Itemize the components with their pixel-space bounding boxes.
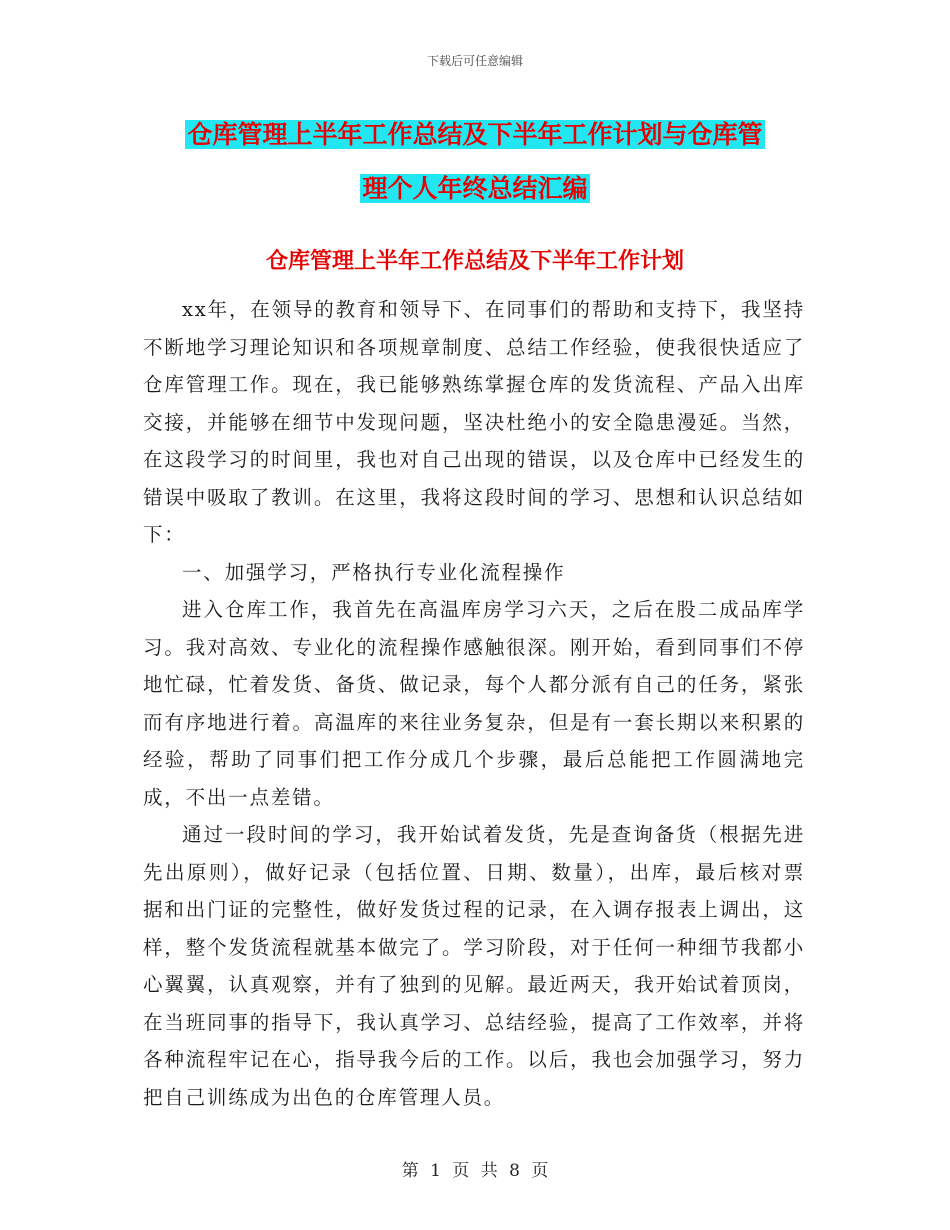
section-title: 仓库管理上半年工作总结及下半年工作计划	[265, 248, 684, 274]
document-title-line-2: 理个人年终总结汇编	[362, 174, 588, 203]
document-title	[0, 108, 950, 216]
paragraph-shipping: 通过一段时间的学习，我开始试着发货，先是查询备货（根据先进先出原则），做好记录（包括位置、日期、数量），出库，最后核对票据和出门证的完整性，做好发货过程的记录，在入调存报表上调出，这样，整个发货流程就基本做完了。学习阶段，对于任何一种细节我都小心翼翼，认真观察，并有了独到的见解。最近两天，我开始试着顶岗，在当班同事的指导下，我认真学习、总结经验，提高了工作效率，并将各种流程牢记在心，指导我今后的工作。以后，我也会加强学习，努力把自己训练成为出色的仓库管理人员。	[143, 823, 805, 1109]
paragraph-learning: 进入仓库工作，我首先在高温库房学习六天，之后在股二成品库学习。我对高效、专业化的流程操作感触很深。刚开始，看到同事们不停地忙碌，忙着发货、备货、做记录，每个人都分派有自己的任务，紧张而有序地进行着。高温库的来往业务复杂，但是有一套长期以来积累的经验，帮助了同事们把工作分成几个步骤，最后总能把工作圆满地完成，不出一点差错。	[143, 598, 805, 809]
page-number: 第 1 页 共 8 页	[401, 1161, 549, 1181]
body-text	[143, 291, 805, 1116]
header-note: 下载后可任意编辑	[426, 54, 523, 68]
paragraph-intro: xx年，在领导的教育和领导下、在同事们的帮助和支持下，我坚持不断地学习理论知识和各项规章制度、总结工作经验，使我很快适应了仓库管理工作。现在，我已能够熟练掌握仓库的发货流程、产品入出库交接，并能够在细节中发现问题，坚决杜绝小的安全隐患漫延。当然，在这段学习的时间里，我也对自己出现的错误，以及仓库中已经发生的错误中吸取了教训。在这里，我将这段时间的学习、思想和认识总结如下：	[143, 298, 805, 546]
document-title-line-1: 仓库管理上半年工作总结及下半年工作计划与仓库管	[187, 120, 763, 149]
paragraph-heading: 一、加强学习，严格执行专业化流程操作	[182, 560, 566, 584]
